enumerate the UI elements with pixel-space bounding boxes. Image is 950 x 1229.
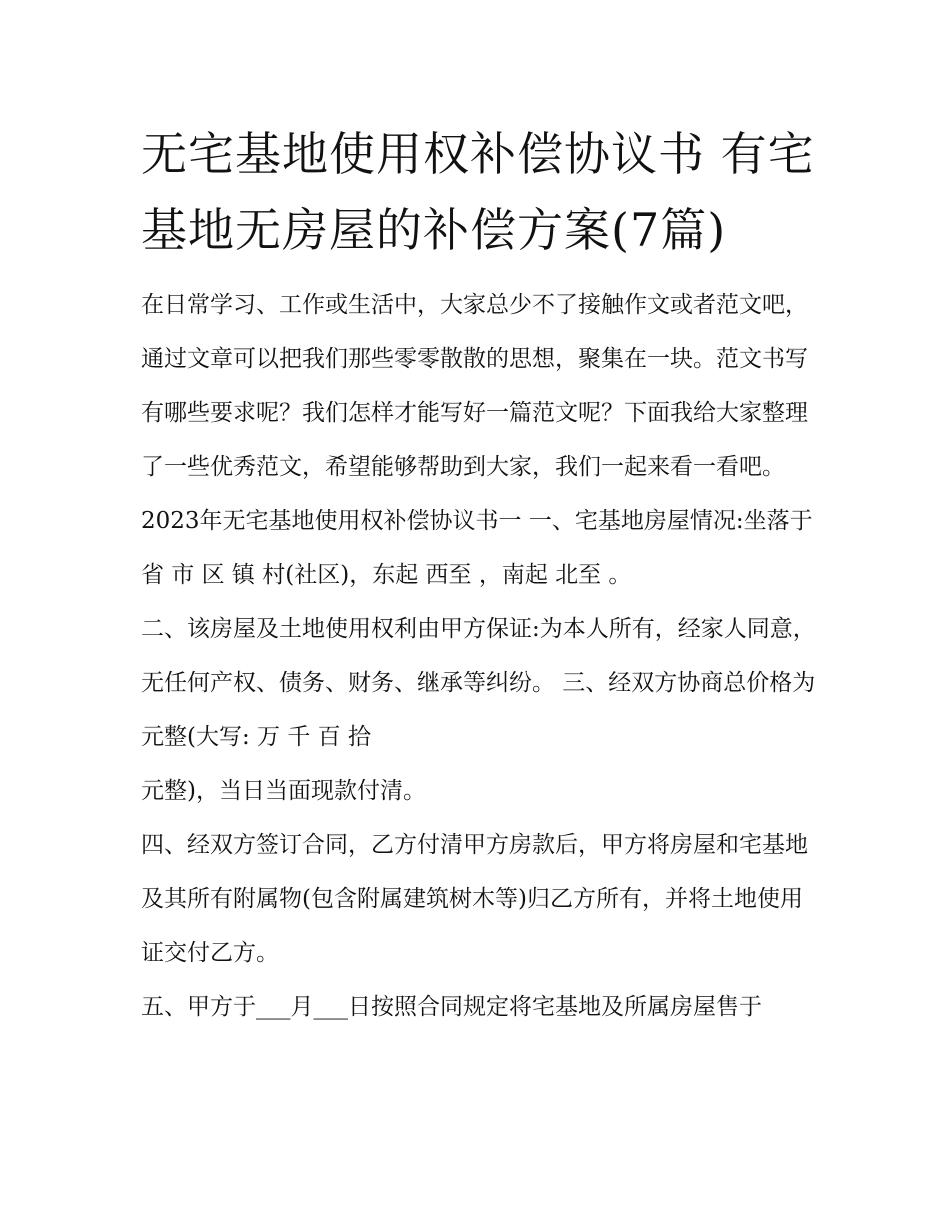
intro-paragraph: 在日常学习、工作或生活中，大家总少不了接触作文或者范文吧，通过文章可以把我们那些零零散散的思想，聚集在一块。范文书写有哪些要求呢？我们怎样才能写好一篇范文呢？下面我给大家整理了一些优秀范文，希望能够帮助到大家，我们一起来看一看吧。 [141,292,808,480]
clause-1-paragraph: 2023年无宅基地使用权补偿协议书一 一、宅基地房屋情况:坐落于 省 市 区 镇 村(社区)，东起 西至 ，南起 北至 。 [141,508,813,588]
clause-4-paragraph: 四、经双方签订合同，乙方付清甲方房款后，甲方将房屋和宅基地及其所有附属物(包含附属建筑树木等)归乙方所有，并将土地使用证交付乙方。 [141,832,808,966]
document-title: 无宅基地使用权补偿协议书 有宅基地无房屋的补偿方案(7篇) [141,127,815,257]
document-body [141,116,821,1034]
clause-3-continuation: 元整)，当日当面现款付清。 [141,778,426,804]
clause-5-paragraph: 五、甲方于___月___日按照合同规定将宅基地及所属房屋售于 [141,994,762,1020]
clause-2-3-paragraph: 二、该房屋及土地使用权利由甲方保证:为本人所有，经家人同意，无任何产权、债务、财务、继承等纠纷。 三、经双方协商总价格为 元整(大写: 万 千 百 拾 [141,616,816,750]
